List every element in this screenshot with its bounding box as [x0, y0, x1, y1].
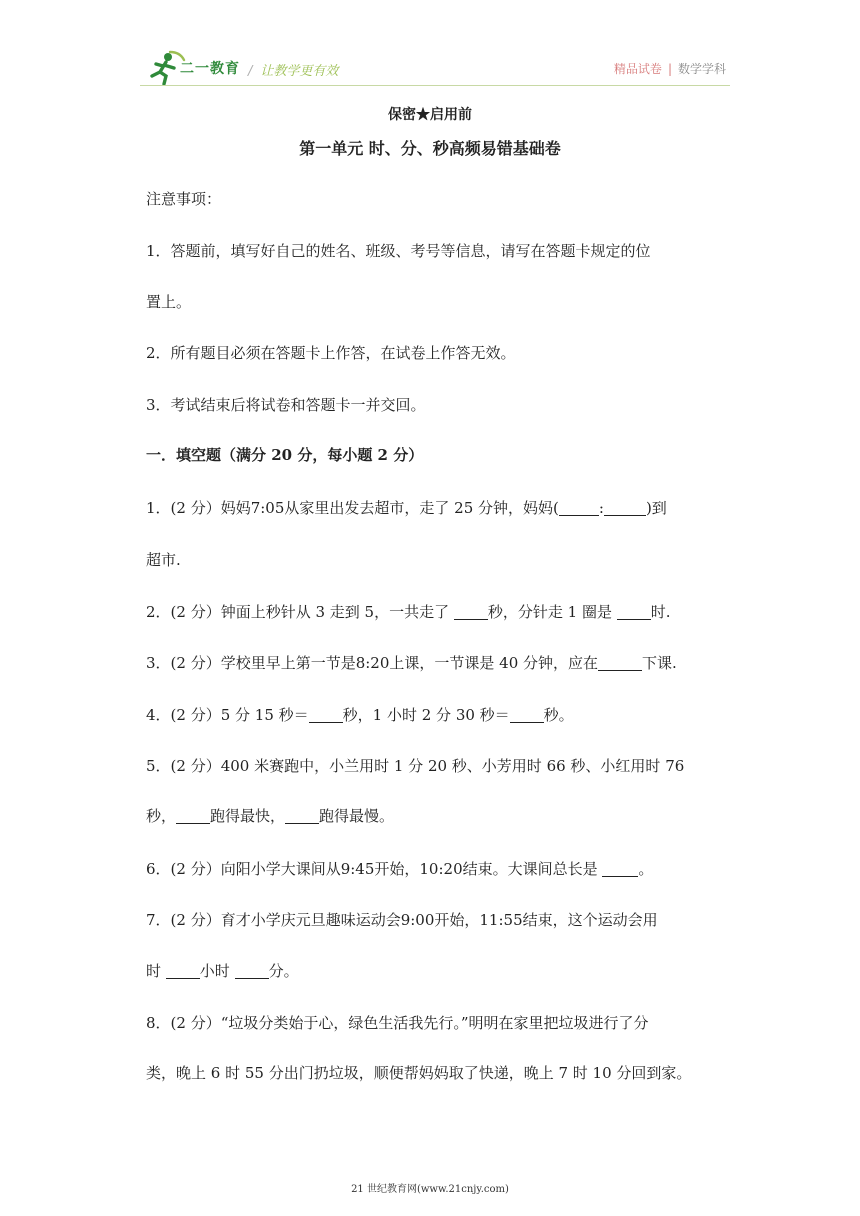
question-text: 4．(2 分）5 分 15 秒＝ — [146, 706, 309, 724]
answer-blank[interactable] — [235, 962, 269, 979]
question-text: 时. — [650, 603, 671, 621]
secret-label: 保密★启用前 — [388, 107, 472, 123]
notice-item-2: 2．所有题目必须在答题卡上作答，在试卷上作答无效。 — [146, 344, 516, 362]
logo-text: 二一教育 — [180, 61, 240, 77]
colon: : — [598, 499, 604, 517]
question-5: 5．(2 分）400 米赛跑中，小兰用时 1 分 20 秒、小芳用时 66 秒、小红用时 76 — [146, 757, 685, 775]
answer-blank[interactable] — [166, 962, 200, 979]
header-separator: | — [667, 62, 672, 76]
notice-item-3: 3．考试结束后将试卷和答题卡一并交回。 — [146, 396, 426, 414]
slogan-separator: / — [248, 64, 253, 79]
question-text: 秒，1 小时 2 分 30 秒＝ — [342, 706, 510, 724]
question-text: 小时 — [199, 962, 235, 980]
notice-heading: 注意事项： — [146, 190, 222, 208]
page-title: 第一单元 时、分、秒高频易错基础卷 — [299, 139, 561, 158]
question-7-cont — [146, 960, 299, 981]
question-text: 秒。 — [543, 706, 574, 724]
question-text: 3．(2 分）学校里早上第一节是8:20上课，一节课是 40 分钟，应在 — [146, 654, 599, 672]
notice-item-1: 1．答题前，填写好自己的姓名、班级、考号等信息，请写在答题卡规定的位 — [146, 242, 651, 260]
question-7: 7．(2 分）育才小学庆元旦趣味运动会9:00开始，11:55结束，这个运动会用 — [146, 911, 658, 929]
slogan — [248, 60, 338, 79]
question-text: 跑得最快， — [210, 807, 286, 825]
question-4 — [146, 704, 574, 725]
question-text: 秒，分针走 1 圈是 — [487, 603, 617, 621]
answer-blank[interactable] — [309, 706, 343, 723]
page-header — [140, 50, 730, 90]
header-divider — [140, 85, 730, 86]
answer-blank[interactable] — [604, 499, 646, 516]
question-text: 1．(2 分）妈妈7:05从家里出发去超市，走了 25 分钟，妈妈( — [146, 499, 559, 517]
page-footer: 21 世纪教育网(www.21cnjy.com) — [351, 1184, 509, 1195]
answer-blank[interactable] — [510, 706, 544, 723]
section-heading: 一．填空题（满分 20 分，每小题 2 分） — [146, 446, 424, 464]
question-text: 2．(2 分）钟面上秒针从 3 走到 5，一共走了 — [146, 603, 454, 621]
question-2 — [146, 601, 671, 622]
question-text: 6．(2 分）向阳小学大课间从9:45开始，10:20结束。大课间总长是 — [146, 860, 603, 878]
subject-label: 数学学科 — [677, 62, 726, 76]
question-text: 下课. — [642, 654, 677, 672]
quality-label: 精品试卷 — [613, 62, 662, 76]
question-5-cont — [146, 805, 394, 826]
question-text: 时 — [146, 962, 166, 980]
question-text: 分。 — [268, 962, 299, 980]
header-right — [614, 60, 726, 77]
answer-blank[interactable] — [598, 654, 642, 671]
question-text: 。 — [638, 860, 654, 878]
slogan-text: 让教学更有效 — [260, 64, 339, 79]
question-8: 8．(2 分）“垃圾分类始于心，绿色生活我先行。”明明在家里把垃圾进行了分 — [146, 1014, 649, 1032]
answer-blank[interactable] — [454, 603, 488, 620]
answer-blank[interactable] — [602, 860, 638, 877]
question-3 — [146, 652, 677, 673]
answer-blank[interactable] — [285, 807, 319, 824]
notice-item-1-cont: 置上。 — [146, 293, 192, 311]
question-1-cont: 超市. — [146, 551, 181, 569]
question-text: )到 — [645, 499, 667, 517]
answer-blank[interactable] — [617, 603, 651, 620]
question-1 — [146, 497, 667, 518]
question-6 — [146, 858, 653, 879]
question-text: 秒， — [146, 807, 177, 825]
question-8-cont: 类，晚上 6 时 55 分出门扔垃圾，顺便帮妈妈取了快递，晚上 7 时 10 分回到家。 — [146, 1064, 692, 1082]
answer-blank[interactable] — [559, 499, 599, 516]
question-text: 跑得最慢。 — [319, 807, 395, 825]
answer-blank[interactable] — [176, 807, 210, 824]
